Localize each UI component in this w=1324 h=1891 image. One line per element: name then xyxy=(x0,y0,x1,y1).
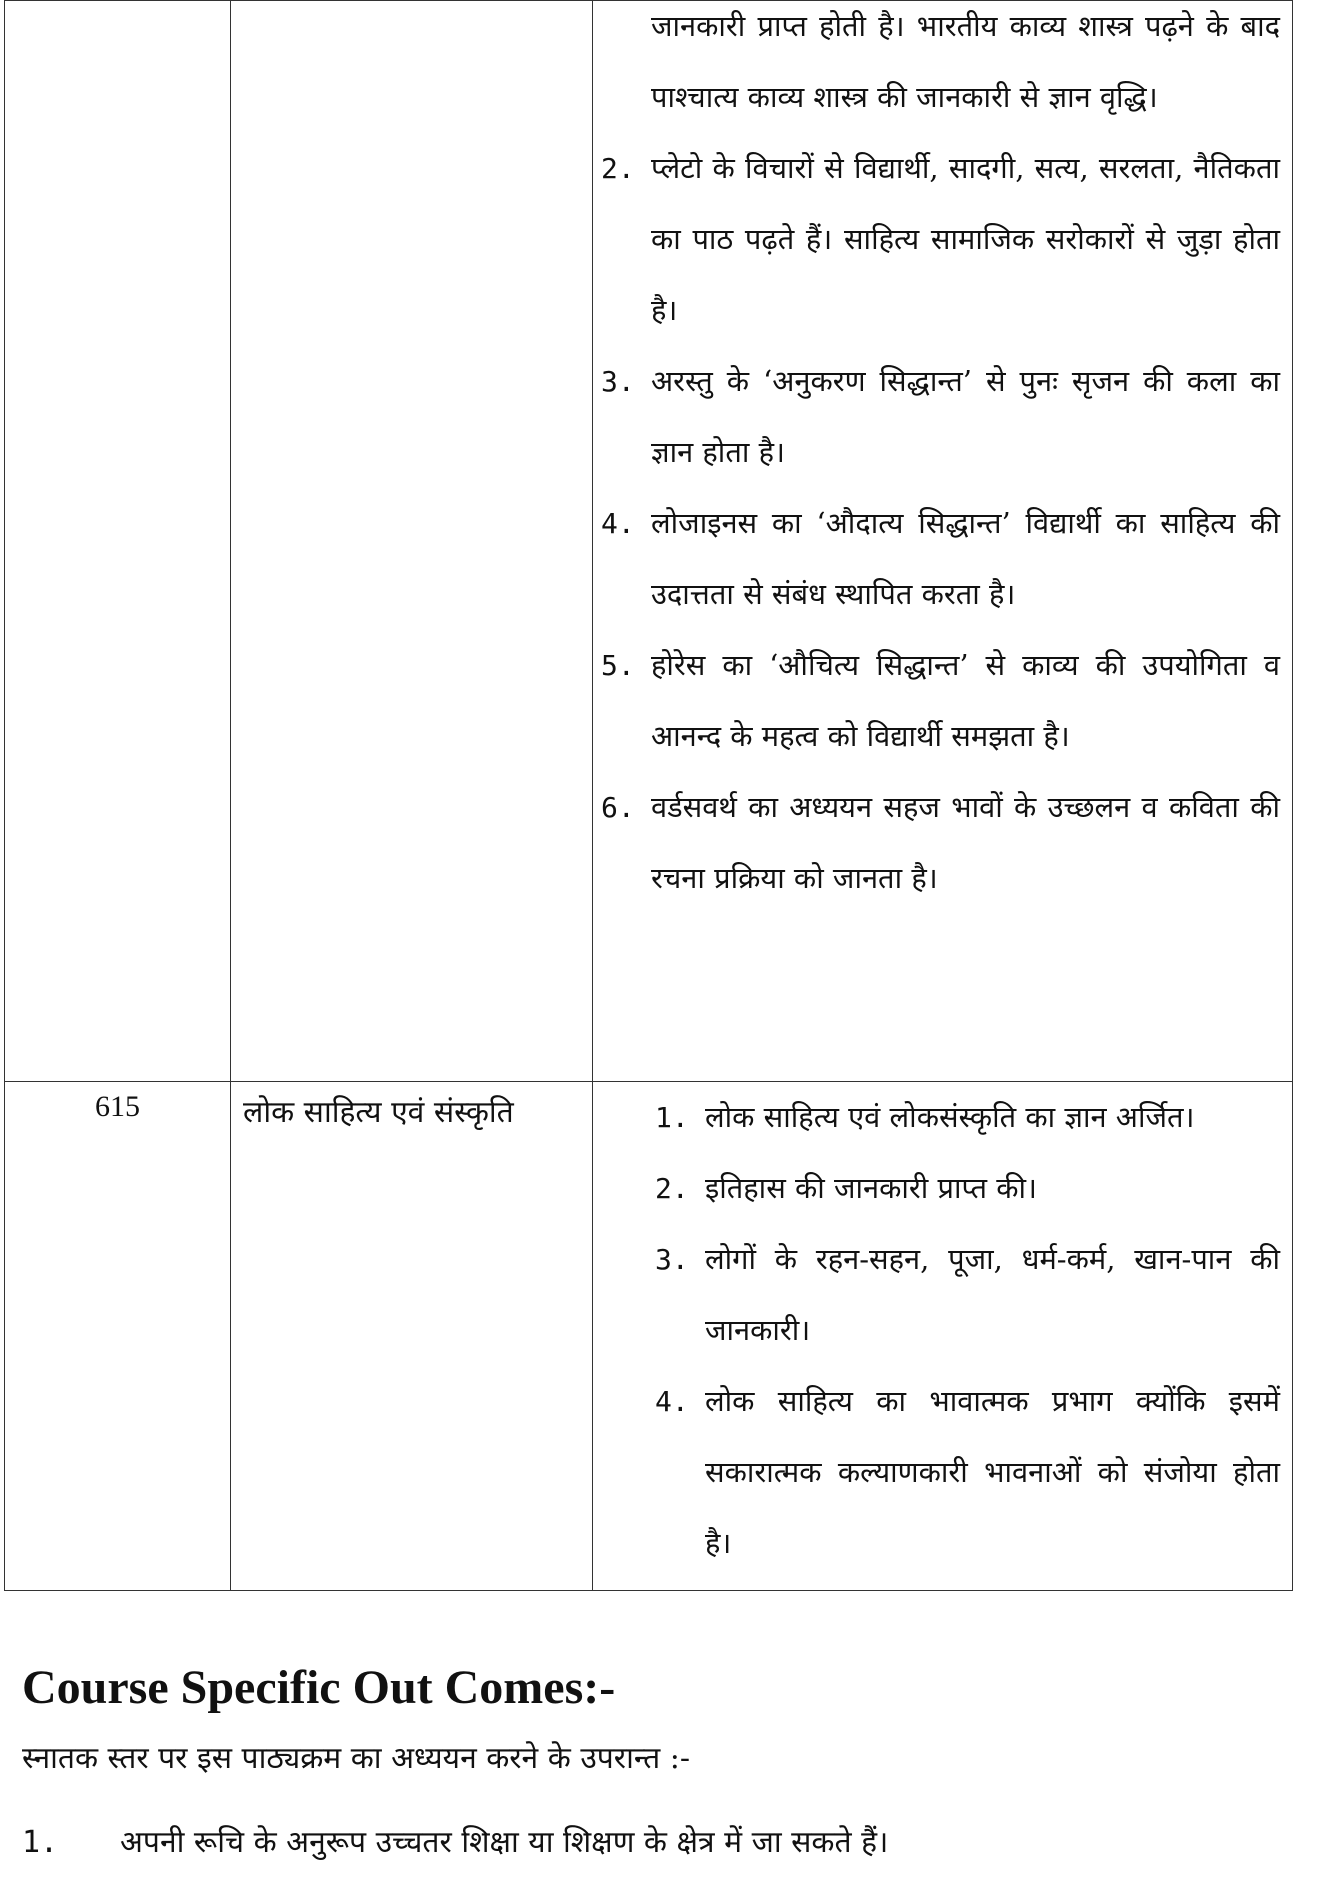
outcome-text: अरस्तु के ‘अनुकरण सिद्धान्त’ से पुनः सृजन की कला का ज्ञान होता है। xyxy=(651,364,1280,469)
course-name-cell xyxy=(231,1,593,1082)
outcome-item xyxy=(601,772,1280,914)
outcome-item xyxy=(601,133,1280,346)
course-outcomes-table xyxy=(4,0,1293,1591)
outcome-item xyxy=(655,1224,1280,1366)
outcome-text: लोक साहित्य एवं लोकसंस्कृति का ज्ञान अर्जित। xyxy=(705,1100,1195,1134)
outcome-text: लोक साहित्य का भावात्मक प्रभाग क्योंकि इसमें सकारात्मक कल्याणकारी भावनाओं को संजोया होता है। xyxy=(705,1384,1280,1560)
outcome-text: होरेस का ‘औचित्य सिद्धान्त’ से काव्य की उपयोगिता व आनन्द के महत्व को विद्यार्थी समझता है। xyxy=(651,648,1280,753)
outcome-number: 2. xyxy=(655,1172,689,1205)
outcomes-list xyxy=(593,1082,1292,1579)
course-name-cell: लोक साहित्य एवं संस्कृति xyxy=(231,1082,593,1591)
outcome-number: 6. xyxy=(601,791,635,824)
point-number: 1. xyxy=(22,1825,59,1860)
outcome-item xyxy=(601,346,1280,488)
outcome-item xyxy=(655,1366,1280,1579)
outcome-number: 1. xyxy=(655,1101,689,1134)
outcome-item xyxy=(601,630,1280,772)
outcome-item xyxy=(655,1153,1280,1224)
outcome-number: 4. xyxy=(601,507,635,540)
point-text: अपनी रूचि के अनुरूप उच्चतर शिक्षा या शिक्षण के क्षेत्र में जा सकते हैं। xyxy=(120,1825,889,1860)
outcome-number: 2. xyxy=(601,152,635,185)
outcome-text: प्लेटो के विचारों से विद्यार्थी, सादगी, सत्य, सरलता, नैतिकता का पाठ पढ़ते हैं। साहित्य सामाजिक सरोकारों से जुड़ा होता है। xyxy=(651,151,1280,327)
outcome-number: 3. xyxy=(601,365,635,398)
outcome-text: इतिहास की जानकारी प्राप्त की। xyxy=(705,1171,1037,1205)
section-intro: स्नातक स्तर पर इस पाठ्यक्रम का अध्ययन करने के उपरान्त :- xyxy=(22,1741,690,1776)
course-code-cell xyxy=(5,1,231,1082)
outcome-item xyxy=(655,1082,1280,1153)
table-row-continued xyxy=(5,1,1293,1082)
outcome-text: वर्डसवर्थ का अध्ययन सहज भावों के उच्छलन व कविता की रचना प्रक्रिया को जानता है। xyxy=(651,790,1280,895)
outcome-number: 3. xyxy=(655,1243,689,1276)
outcome-text: लोगों के रहन-सहन, पूजा, धर्म-कर्म, खान-पान की जानकारी। xyxy=(705,1242,1280,1347)
course-code-cell: 615 xyxy=(5,1082,231,1591)
table-row-615 xyxy=(5,1082,1293,1591)
outcomes-list xyxy=(593,0,1292,914)
outcome-item xyxy=(651,0,1280,133)
outcome-number: 4. xyxy=(655,1385,689,1418)
outcome-text: लोजाइनस का ‘औदात्य सिद्धान्त’ विद्यार्थी का साहित्य की उदात्तता से संबंध स्थापित करता है। xyxy=(651,506,1280,611)
course-outcomes-cell xyxy=(593,1082,1293,1591)
section-point xyxy=(22,1820,888,1861)
outcome-number: 5. xyxy=(601,649,635,682)
outcome-item xyxy=(601,488,1280,630)
course-outcomes-cell xyxy=(593,1,1293,1082)
outcome-text: जानकारी प्राप्त होती है। भारतीय काव्य शास्त्र पढ़ने के बाद पाश्चात्य काव्य शास्त्र की जानकारी से ज्ञान वृद्धि। xyxy=(651,9,1280,114)
section-heading: Course Specific Out Comes:- xyxy=(22,1661,616,1714)
